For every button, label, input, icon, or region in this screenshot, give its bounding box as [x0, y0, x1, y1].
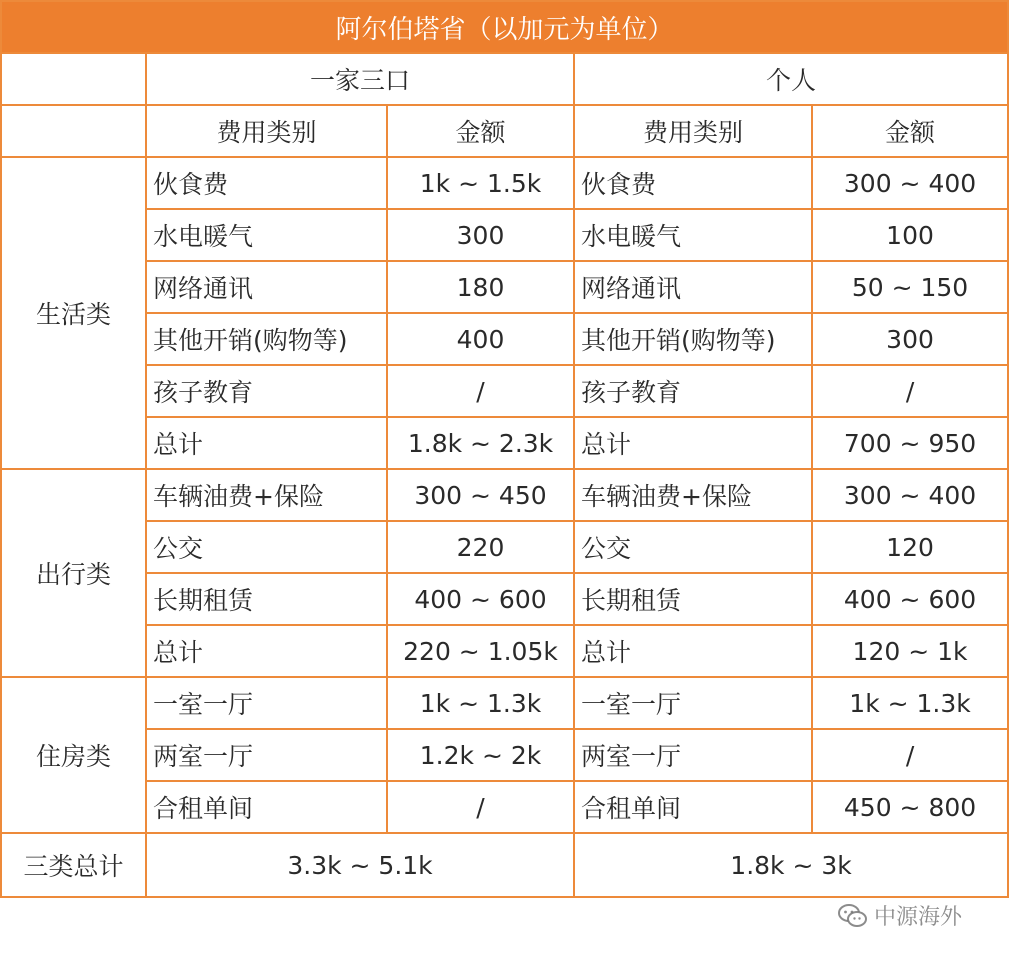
table-row: [1, 469, 1008, 521]
individual-amount-cell: 300: [812, 313, 1008, 365]
table-row: [1, 625, 1008, 677]
group-label-living: 生活类: [1, 157, 146, 469]
individual-category-cell: 其他开销(购物等): [574, 313, 812, 365]
family-amount-cell: 180: [387, 261, 574, 313]
individual-amount-cell: 100: [812, 209, 1008, 261]
table-title: 阿尔伯塔省（以加元为单位）: [1, 1, 1008, 53]
family-category-cell: 总计: [146, 625, 387, 677]
family-category-cell: 公交: [146, 521, 387, 573]
family-category-cell: 其他开销(购物等): [146, 313, 387, 365]
family-category-cell: 长期租赁: [146, 573, 387, 625]
wechat-icon: [838, 903, 868, 929]
individual-amount-cell: 50 ~ 150: [812, 261, 1008, 313]
family-amount-cell: 1.2k ~ 2k: [387, 729, 574, 781]
family-amount-cell: 400: [387, 313, 574, 365]
individual-amount-cell: 700 ~ 950: [812, 417, 1008, 469]
family-amount-cell: 1k ~ 1.5k: [387, 157, 574, 209]
individual-category-cell: 公交: [574, 521, 812, 573]
table-row: [1, 521, 1008, 573]
individual-amount-cell: 400 ~ 600: [812, 573, 1008, 625]
header-family: 一家三口: [146, 53, 574, 105]
watermark-text: 中源海外: [874, 905, 963, 930]
table-row: [1, 573, 1008, 625]
family-category-cell: 网络通讯: [146, 261, 387, 313]
table-row: [1, 209, 1008, 261]
header-individual-amount: 金额: [812, 105, 1008, 157]
title-row: [1, 1, 1008, 53]
table-row: [1, 729, 1008, 781]
family-category-cell: 合租单间: [146, 781, 387, 833]
family-amount-cell: 220 ~ 1.05k: [387, 625, 574, 677]
individual-category-cell: 一室一厅: [574, 677, 812, 729]
header-individual: 个人: [574, 53, 1008, 105]
individual-amount-cell: 120 ~ 1k: [812, 625, 1008, 677]
total-family: 3.3k ~ 5.1k: [146, 833, 574, 897]
group-label-housing: 住房类: [1, 677, 146, 833]
group-label-travel: 出行类: [1, 469, 146, 677]
individual-category-cell: 水电暖气: [574, 209, 812, 261]
header-row-columns: [1, 105, 1008, 157]
family-amount-cell: 300: [387, 209, 574, 261]
header-empty-cell: [1, 53, 146, 105]
header-family-amount: 金额: [387, 105, 574, 157]
individual-category-cell: 车辆油费+保险: [574, 469, 812, 521]
header-family-category: 费用类别: [146, 105, 387, 157]
individual-category-cell: 网络通讯: [574, 261, 812, 313]
family-category-cell: 一室一厅: [146, 677, 387, 729]
family-category-cell: 总计: [146, 417, 387, 469]
family-amount-cell: /: [387, 781, 574, 833]
header-empty-cell: [1, 105, 146, 157]
individual-category-cell: 伙食费: [574, 157, 812, 209]
header-row-audience: [1, 53, 1008, 105]
family-category-cell: 伙食费: [146, 157, 387, 209]
table-row: [1, 417, 1008, 469]
family-amount-cell: 1.8k ~ 2.3k: [387, 417, 574, 469]
table-row: [1, 365, 1008, 417]
individual-amount-cell: /: [812, 729, 1008, 781]
family-amount-cell: 1k ~ 1.3k: [387, 677, 574, 729]
individual-amount-cell: 300 ~ 400: [812, 157, 1008, 209]
family-amount-cell: 400 ~ 600: [387, 573, 574, 625]
individual-amount-cell: 1k ~ 1.3k: [812, 677, 1008, 729]
individual-amount-cell: 450 ~ 800: [812, 781, 1008, 833]
watermark: [838, 900, 962, 931]
individual-amount-cell: 300 ~ 400: [812, 469, 1008, 521]
total-individual: 1.8k ~ 3k: [574, 833, 1008, 897]
family-category-cell: 车辆油费+保险: [146, 469, 387, 521]
table-row: [1, 157, 1008, 209]
family-category-cell: 孩子教育: [146, 365, 387, 417]
family-category-cell: 水电暖气: [146, 209, 387, 261]
family-category-cell: 两室一厅: [146, 729, 387, 781]
individual-category-cell: 总计: [574, 417, 812, 469]
individual-category-cell: 两室一厅: [574, 729, 812, 781]
individual-category-cell: 长期租赁: [574, 573, 812, 625]
individual-category-cell: 总计: [574, 625, 812, 677]
individual-amount-cell: 120: [812, 521, 1008, 573]
total-row: [1, 833, 1008, 897]
individual-amount-cell: /: [812, 365, 1008, 417]
table-row: [1, 677, 1008, 729]
family-amount-cell: /: [387, 365, 574, 417]
table-row: [1, 261, 1008, 313]
header-individual-category: 费用类别: [574, 105, 812, 157]
individual-category-cell: 孩子教育: [574, 365, 812, 417]
family-amount-cell: 220: [387, 521, 574, 573]
total-label: 三类总计: [1, 833, 146, 897]
individual-category-cell: 合租单间: [574, 781, 812, 833]
table-row: [1, 781, 1008, 833]
family-amount-cell: 300 ~ 450: [387, 469, 574, 521]
table-row: [1, 313, 1008, 365]
